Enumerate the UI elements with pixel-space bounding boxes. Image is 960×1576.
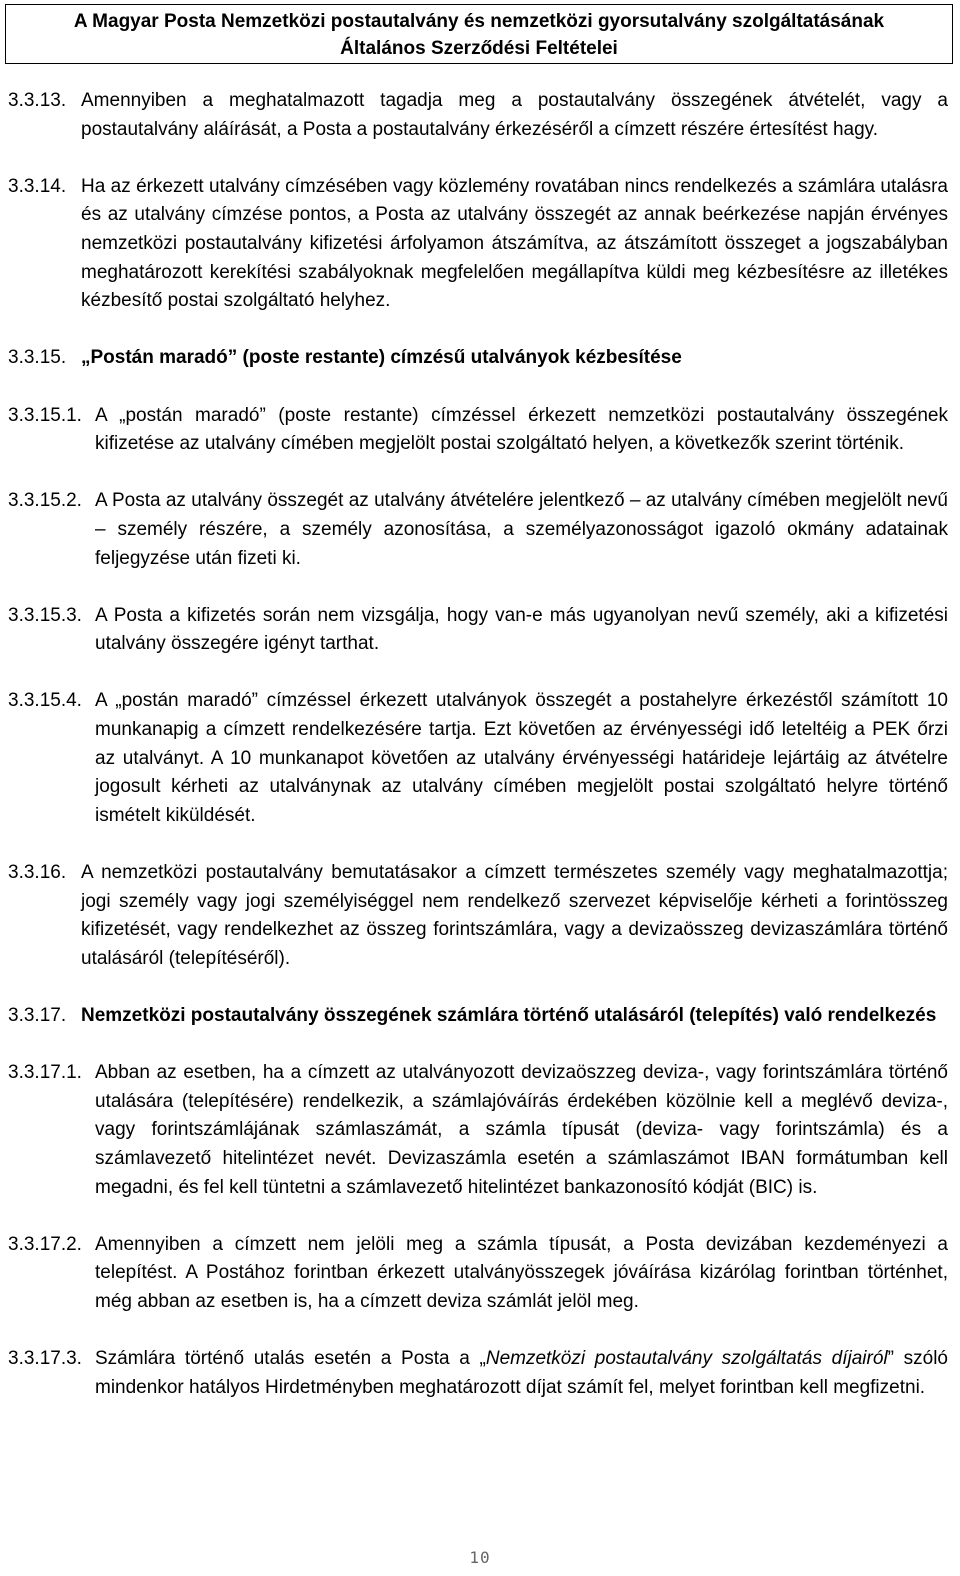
section-number: 3.3.16.	[8, 862, 67, 884]
referenced-notice-title: Nemzetközi postautalvány szolgáltatás díjairól	[485, 1348, 888, 1370]
section-3-3-15-heading	[8, 344, 948, 373]
section-number: 3.3.15.1.	[8, 404, 82, 426]
section-text: A Posta a kifizetés során nem vizsgálja, hogy van-e más ugyanolyan nevű személy, aki a kifizetési utalvány összegére igényt tarthat.	[95, 604, 948, 655]
section-text: A „postán maradó” címzéssel érkezett utalványok összegét a postahelyre érkezéstől számított 10 munkanapig a címzett rendelkezésére tartja. Ezt követően az érvényességi idő leteltéig a PEK őrzi az utalványt. A 10 munkanapot követően az utalvány érvényességi határideje lejártáig az átvételre jogosult kérheti az utalványnak az utalvány címében megjelölt postai szolgáltató helyre történő ismételt kiküldését.	[95, 690, 948, 826]
section-heading: Nemzetközi postautalvány összegének számlára történő utalásáról (telepítés) való rendelkezés	[81, 1005, 937, 1026]
section-text	[95, 1345, 948, 1402]
section-3-3-15-1	[8, 402, 948, 459]
section-text: Amennyiben a címzett nem jelöli meg a számla típusát, a Posta devizában kezdeményezi a telepítést. A Postához forintban érkezett utalványösszegek jóváírása kizárólag forintban történhet, még abban az esetben is, ha a címzett deviza számlát jelöl meg.	[95, 1233, 948, 1312]
section-heading: „Postán maradó” (poste restante) címzésű utalványok kézbesítése	[81, 347, 682, 369]
section-3-3-14	[8, 173, 948, 316]
section-3-3-17-3	[8, 1345, 948, 1402]
section-text: Amennyiben a meghatalmazott tagadja meg a postautalvány összegének átvételét, vagy a postautalvány aláírását, a Posta a postautalvány érkezéséről a címzett részére értesítést hagy.	[81, 90, 948, 140]
document-header	[5, 4, 953, 64]
section-text: A „postán maradó” (poste restante) címzéssel érkezett nemzetközi postautalvány összegének kifizetése az utalvány címében megjelölt postai szolgáltató helyen, a következők szerint történik.	[95, 404, 948, 455]
text-before-title: Számlára történő utalás esetén a Posta a „	[95, 1348, 486, 1370]
section-text: A nemzetközi postautalvány bemutatásakor a címzett természetes személy vagy meghatalmazottja; jogi személy vagy jogi személyiséggel nem rendelkező szervezet képviselője kérheti a forintösszeg kifizetését, vagy rendelkezhet az összeg forintszámlára, vagy a devizaösszeg devizaszámlára történő utalásáról (telepítéséről).	[81, 862, 948, 969]
section-text: Abban az esetben, ha a címzett az utalványozott devizaöszzeg deviza-, vagy forintszámlára történő utalására (telepítésére) rendelkezik, a számlajóváírás érdekében közölnie kell a meglévő deviza-, vagy forintszámlájának számlaszámát, a számla típusát (deviza- vagy forintszámla) és a számlavezető hitelintézet nevét. Devizaszámla esetén a számlaszámot IBAN formátumban kell megadni, és fel kell tüntetni a számlavezető hitelintézet bankazonosító kódját (BIC) is.	[95, 1062, 948, 1198]
section-number: 3.3.15.	[8, 347, 67, 369]
section-3-3-15-4	[8, 687, 948, 830]
header-title-line1: A Magyar Posta Nemzetközi postautalvány és nemzetközi gyorsutalvány szolgáltatásának	[73, 11, 885, 32]
section-number: 3.3.17.2.	[8, 1233, 82, 1255]
section-number: 3.3.14.	[8, 175, 67, 197]
section-number: 3.3.13.	[8, 90, 67, 111]
section-number: 3.3.17.3.	[8, 1348, 82, 1370]
section-number: 3.3.17.	[8, 1005, 67, 1026]
section-number: 3.3.15.2.	[8, 490, 82, 512]
section-3-3-17-heading	[8, 1002, 948, 1031]
section-text: Ha az érkezett utalvány címzésében vagy közlemény rovatában nincs rendelkezés a számlára utalásra és az utalvány címzése pontos, a Posta az utalvány összegét az annak beérkezése napján érvényes nemzetközi postautalvány kifizetési árfolyamon átszámítva, az átszámított összeget a jogszabályban meghatározott kerekítési szabályoknak megfelelően megállapítva küldi meg kézbesítésre az illetékes kézbesítő postai szolgáltató helyhez.	[81, 175, 948, 312]
section-3-3-17-2	[8, 1231, 948, 1317]
section-3-3-15-3	[8, 602, 948, 659]
section-number: 3.3.17.1.	[8, 1062, 82, 1084]
section-text: A Posta az utalvány összegét az utalvány átvételére jelentkező – az utalvány címében megjelölt nevű – személy részére, a személy azonosítása, a személyazonosságot igazoló okmány adatainak feljegyzése után fizeti ki.	[95, 490, 948, 569]
document-body	[8, 87, 948, 1431]
text-after-title: ” szóló mindenkor hatályos Hirdetményben meghatározott díjat számít fel, melyet forintban kell megfizetni.	[95, 1348, 948, 1398]
section-number: 3.3.15.3.	[8, 604, 82, 626]
section-number: 3.3.15.4.	[8, 690, 82, 712]
section-3-3-16	[8, 859, 948, 973]
section-3-3-17-1	[8, 1059, 948, 1202]
section-3-3-15-2	[8, 487, 948, 573]
section-3-3-13	[8, 87, 948, 144]
header-title-line2: Általános Szerződési Feltételei	[340, 38, 618, 59]
page-number: 10	[469, 1548, 491, 1567]
